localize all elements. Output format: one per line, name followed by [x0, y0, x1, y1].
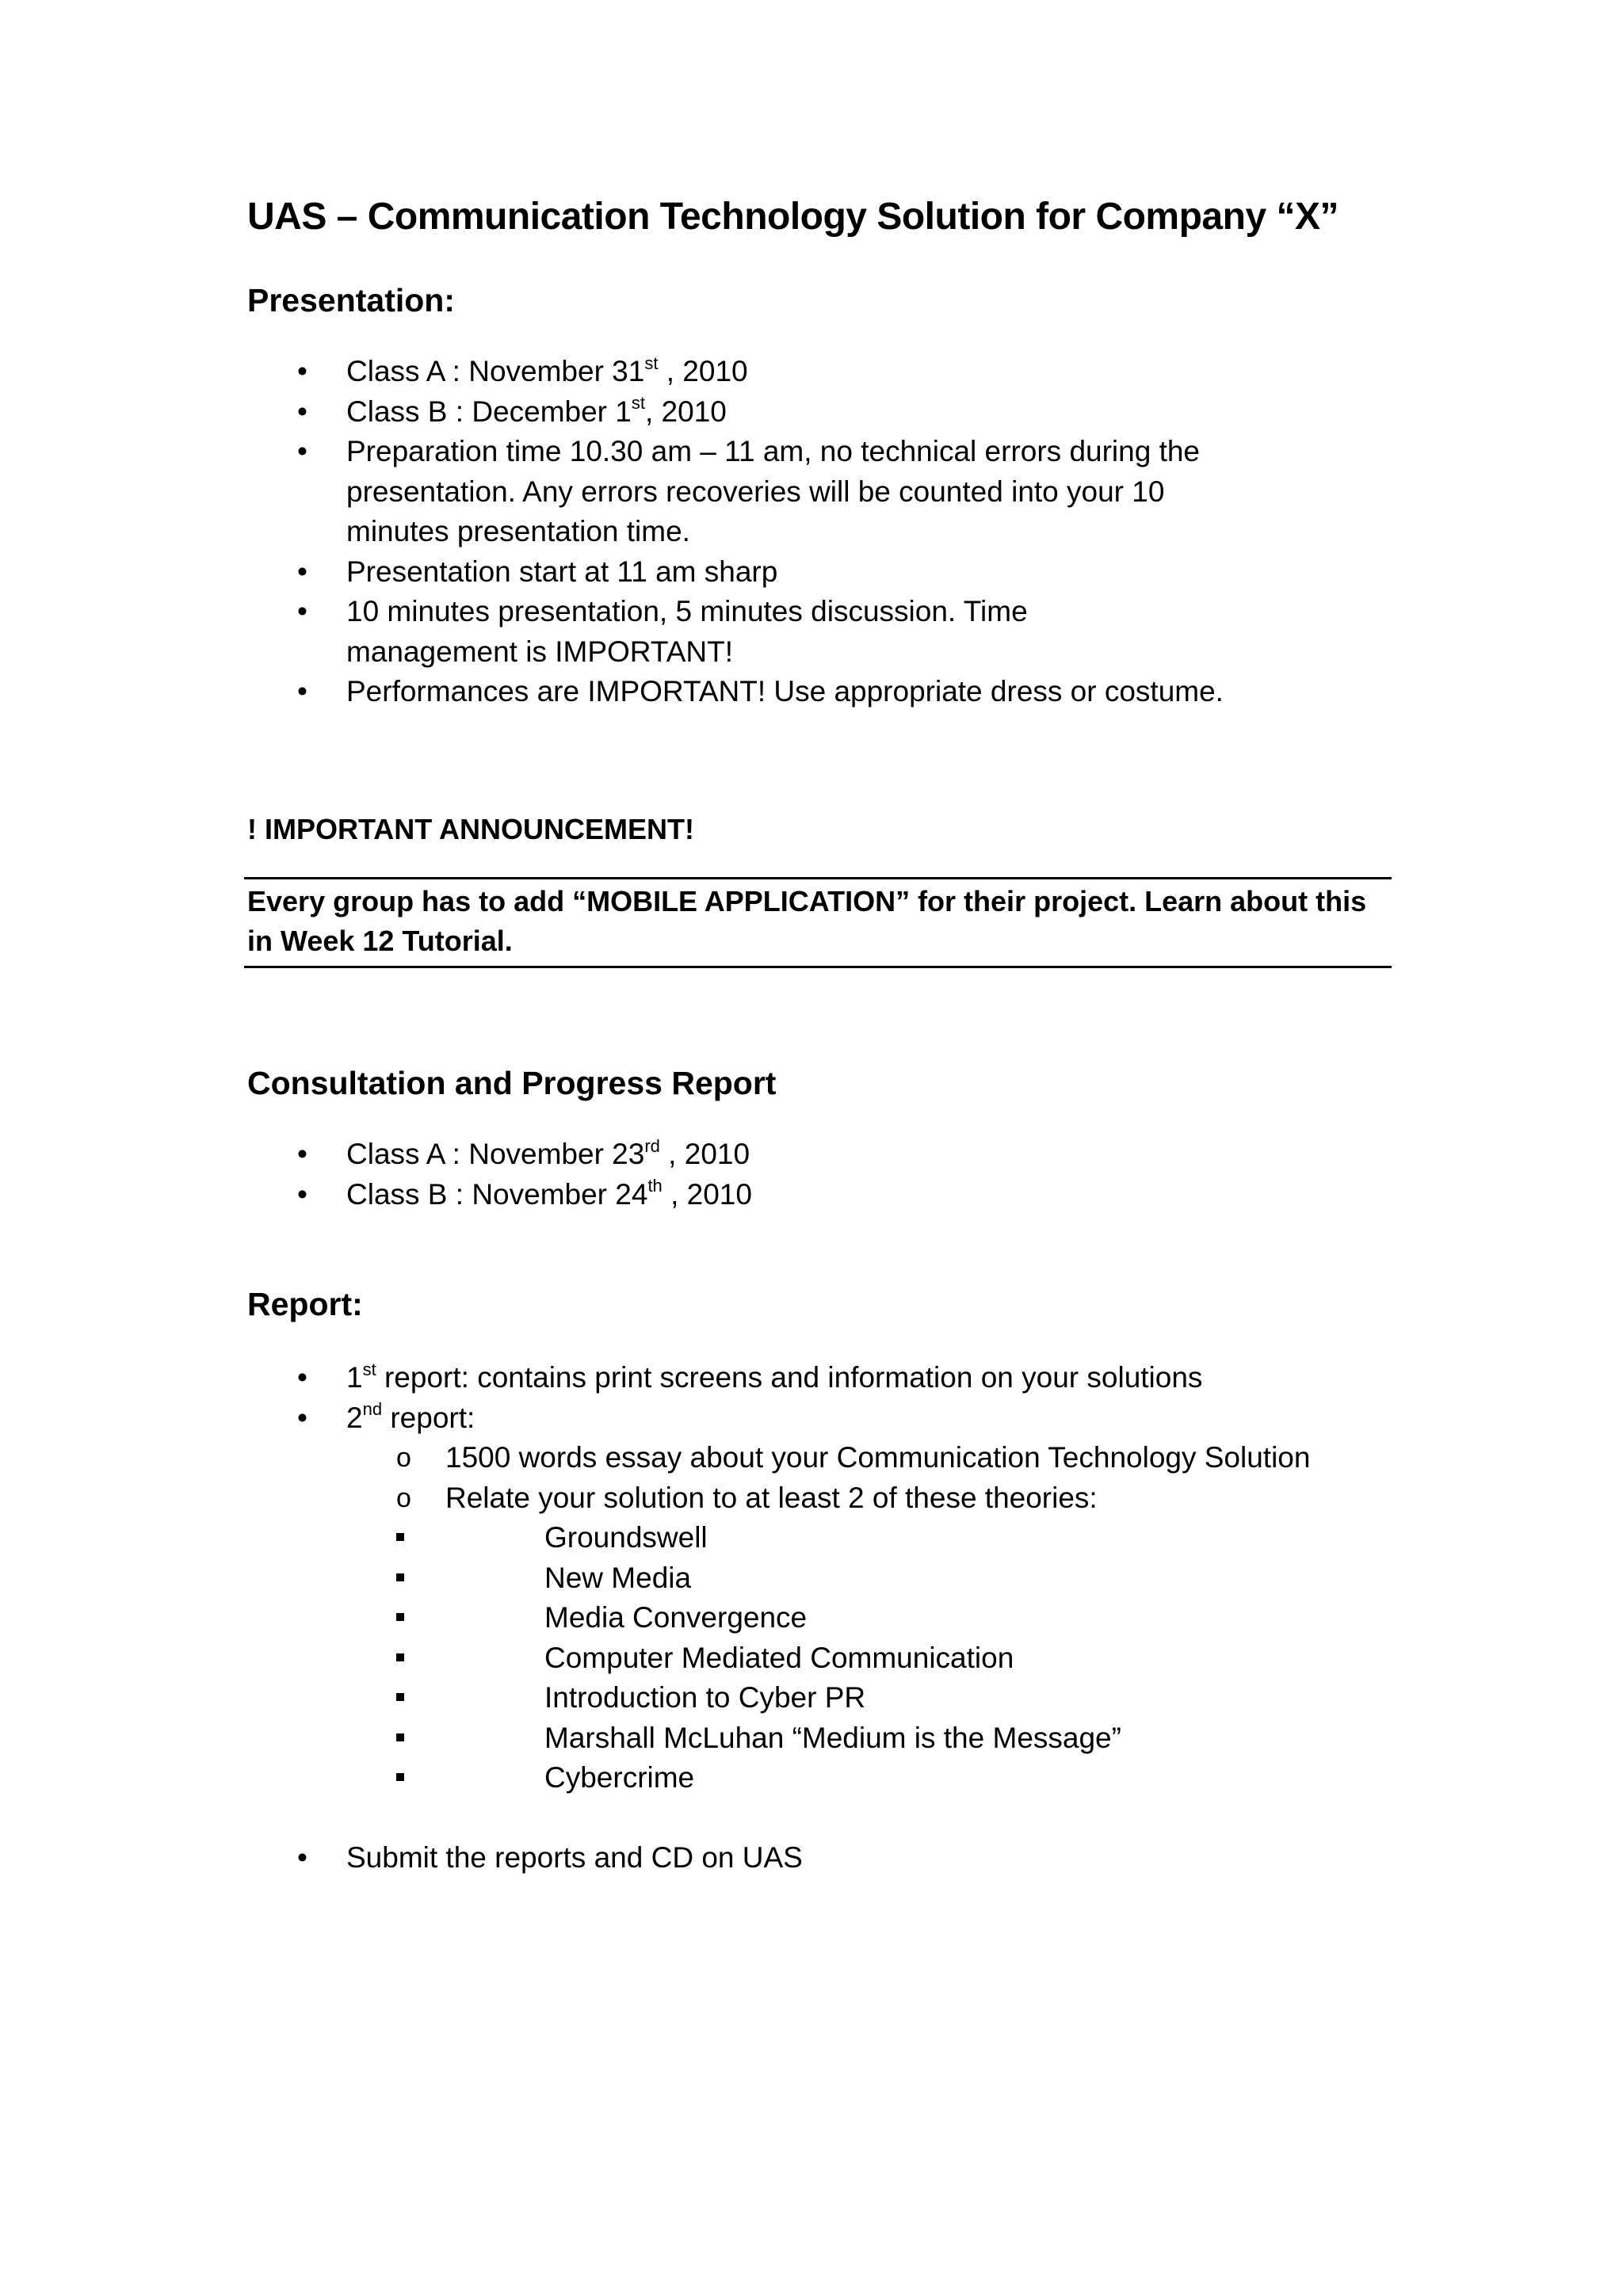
list-item: • Preparation time 10.30 am – 11 am, no technical errors during the presentation. Any errors recoveries will be counted into your 10 minutes presentation time.: [247, 432, 1373, 552]
theory-item: Computer Mediated Communication: [445, 1638, 1373, 1679]
consultation-heading: Consultation and Progress Report: [247, 1065, 777, 1101]
announcement-body: Every group has to add “MOBILE APPLICATION” for their project. Learn about this in Week 12 Tutorial.: [247, 885, 1367, 957]
list-item: • 10 minutes presentation, 5 minutes discussion. Time management is IMPORTANT!: [247, 592, 1373, 672]
list-item: • Class A : November 31st , 2010: [247, 352, 1373, 392]
list-item: • Class B : December 1st, 2010: [247, 392, 1373, 433]
presentation-heading: Presentation:: [247, 282, 455, 318]
list-item: • 1st report: contains print screens and information on your solutions: [247, 1358, 1373, 1398]
sublist-item: o Relate your solution to at least 2 of these theories: Groundswell New Media Media Convergence Computer Mediated Communication Introduction to Cyber PR Marshall McLuhan “Medium is the Message” Cybercrime: [346, 1478, 1373, 1798]
theory-item: Media Convergence: [445, 1598, 1373, 1638]
document-title: UAS – Communication Technology Solution for Company “X”: [247, 196, 1338, 238]
theory-item: Groundswell: [445, 1518, 1373, 1558]
list-item: • Submit the reports and CD on UAS: [247, 1838, 1373, 1878]
list-item: • Class A : November 23rd , 2010: [247, 1135, 1373, 1175]
theory-item: New Media: [445, 1558, 1373, 1599]
theory-item: Cybercrime: [445, 1758, 1373, 1798]
presentation-list: [247, 352, 1373, 712]
second-report-sublist: [346, 1438, 1373, 1798]
theory-item: Marshall McLuhan “Medium is the Message”: [445, 1718, 1373, 1759]
report-heading: Report:: [247, 1286, 363, 1322]
consultation-list: [247, 1135, 1373, 1215]
report-list: [247, 1358, 1373, 1878]
announcement-box: [244, 877, 1392, 968]
announcement-title: ! IMPORTANT ANNOUNCEMENT!: [247, 813, 694, 845]
theory-item: Introduction to Cyber PR: [445, 1678, 1373, 1718]
list-item: • 2nd report: o 1500 words essay about your Communication Technology Solution o Relate your solution to at least 2 of these theories: Groundswell New Media Media Convergence Computer Mediated Communication Introduction to Cyber PR Marshall McLuhan “Medium is the Message” Cybercrime: [247, 1398, 1373, 1798]
list-item: • Class B : November 24th , 2010: [247, 1175, 1373, 1215]
list-item: • Performances are IMPORTANT! Use appropriate dress or costume.: [247, 672, 1373, 712]
theories-list: [445, 1518, 1373, 1798]
list-item: • Presentation start at 11 am sharp: [247, 552, 1373, 593]
sublist-item: o 1500 words essay about your Communication Technology Solution: [346, 1438, 1373, 1478]
